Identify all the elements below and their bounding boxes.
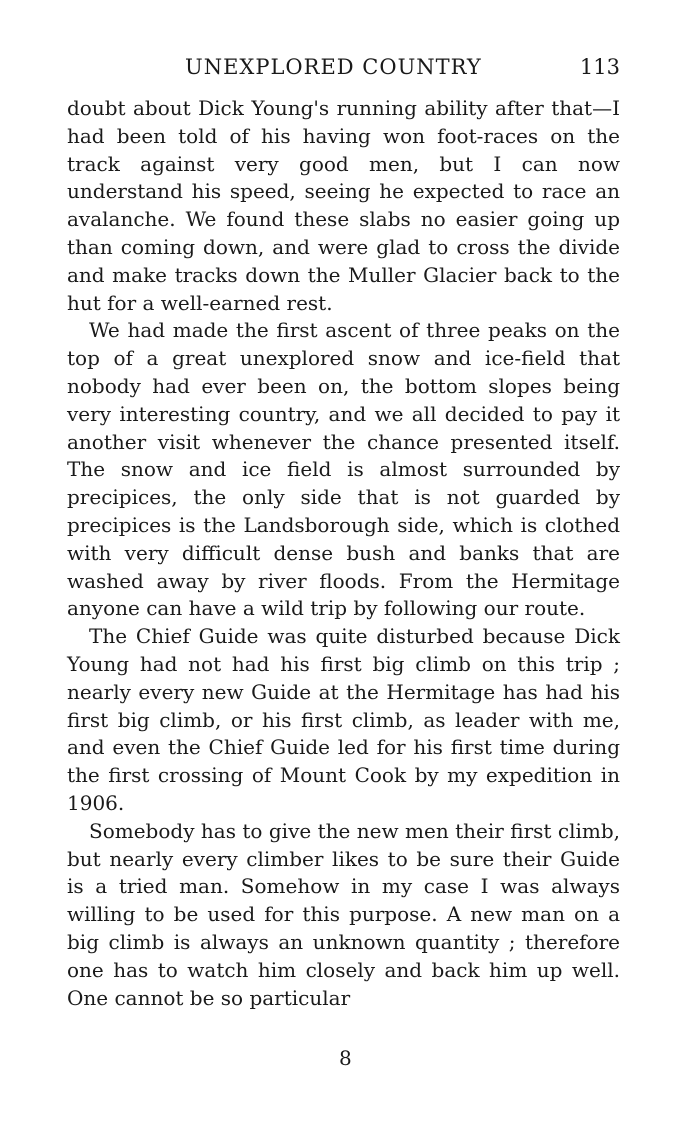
paragraph: Somebody has to give the new men their first climb, but nearly every climber likes to be sure their Guide is a tried man. Somehow in my case I was always willing to be used for this purpose. A new man on a big climb is always an unknown quantity ; therefore one has to watch him closely and back him up well. One cannot be so particular (67, 818, 620, 1010)
body-text (67, 95, 620, 1012)
book-page (67, 46, 620, 1012)
paragraph: The Chief Guide was quite disturbed because Dick Young had not had his first big climb on this trip ; nearly every new Guide at the Hermitage has had his first big climb, or his first climb, as leader with me, and even the Chief Guide led for his first time during the first crossing of Mount Cook by my expedition in 1906. (67, 624, 620, 815)
running-title: UNEXPLORED COUNTRY (185, 55, 482, 79)
page-header (67, 46, 620, 80)
page-number: 113 (579, 55, 620, 79)
signature-mark: 8 (339, 1046, 352, 1070)
paragraph: We had made the first ascent of three peaks on the top of a great unexplored snow and ice-field that nobody had ever been on, the bottom slopes being very interesting country, and we all decided to pay it another visit whenever the chance presented itself. The snow and ice field is almost surrounded by precipices, the only side that is not guarded by precipices is the Landsborough side, which is clothed with very difficult dense bush and banks that are washed away by river floods. From the Hermitage anyone can have a wild trip by following our route. (67, 318, 620, 621)
paragraph: doubt about Dick Young's running ability after that—I had been told of his having won foot-races on the track against very good men, but I can now understand his speed, seeing he expected to race an avalanche. We found these slabs no easier going up than coming down, and were glad to cross the divide and make tracks down the Muller Glacier back to the hut for a well-earned rest. (67, 96, 620, 315)
